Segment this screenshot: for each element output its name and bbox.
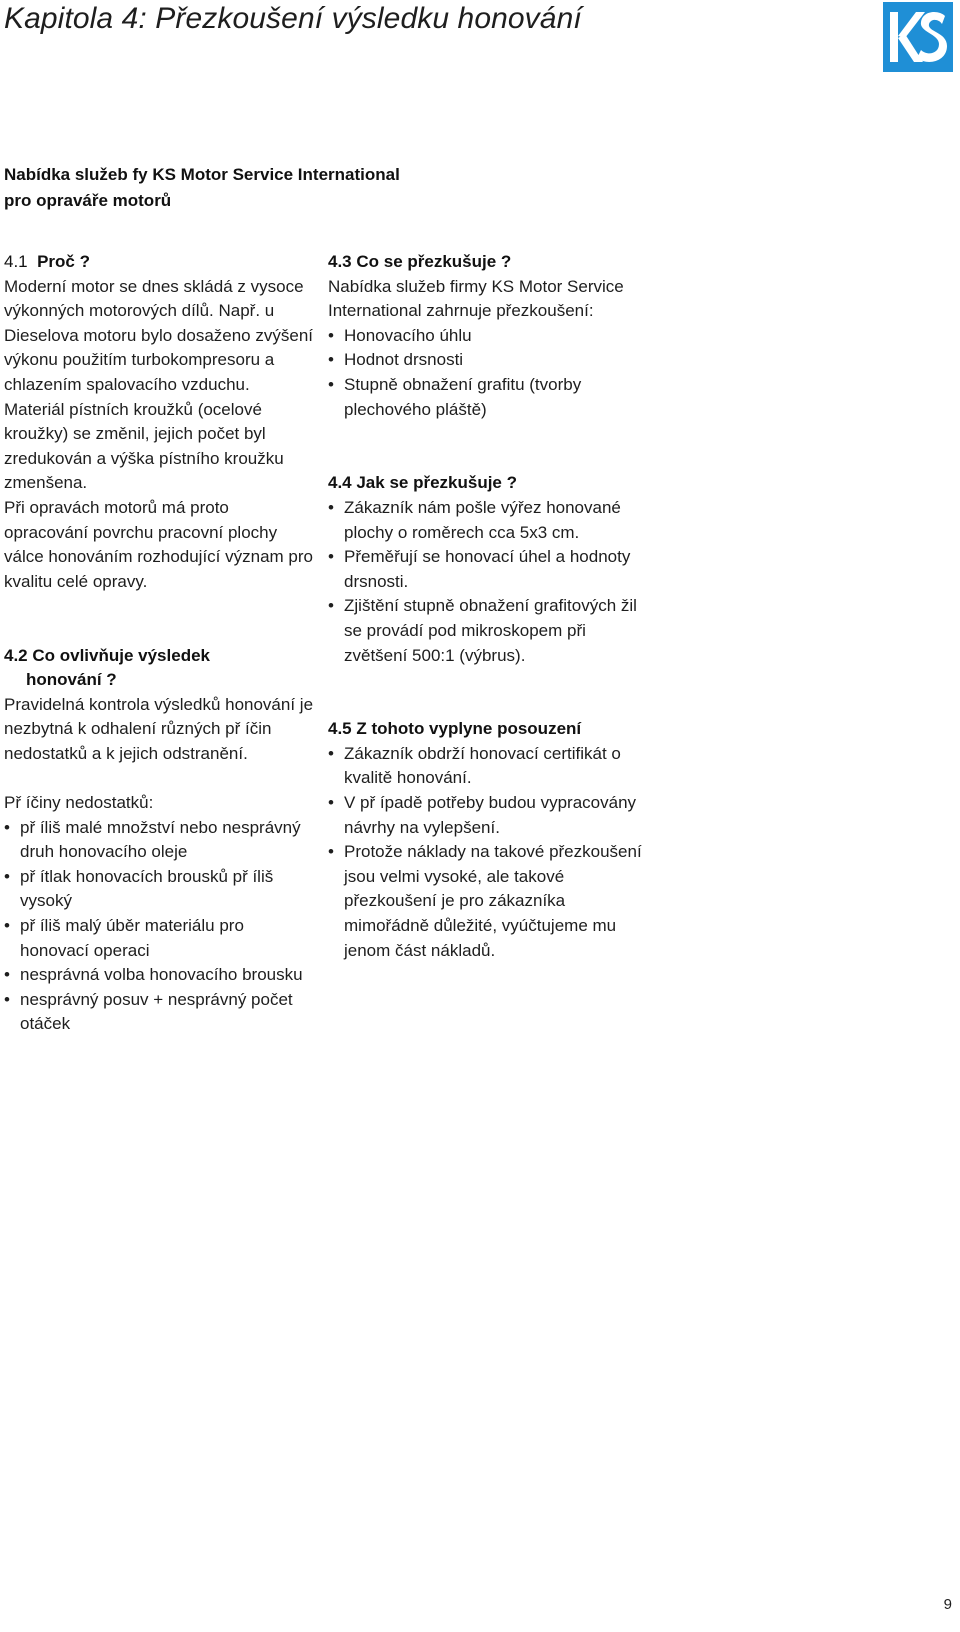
list-item: • Zákazník obdrží honovací certifikát o kvalitě honování. [328, 742, 648, 791]
section-4-2-heading-cont: honování ? [26, 670, 117, 690]
list-item: • nesprávná volba honovacího brousku [4, 963, 314, 988]
section-4-5-heading: 4.5 Z tohoto vyplyne posouzení [328, 719, 582, 739]
page-number: 9 [943, 1596, 952, 1613]
section-4-4-list [328, 496, 648, 668]
list-item: • V př ípadě potřeby budou vypracovány návrhy na vylepšení. [328, 791, 648, 840]
list-item: • nesprávný posuv + nesprávný počet otáček [4, 988, 314, 1037]
section-4-1-body-2: Při opravách motorů má proto opracování povrchu pracovní plochy válce honováním rozhodující význam pro kvalitu celé opravy. [4, 497, 313, 591]
causes-label: Př íčiny nedostatků: [4, 793, 154, 813]
section-4-3-body: Nabídka služeb firmy KS Motor Service International zahrnuje přezkoušení: [328, 276, 624, 321]
causes-list [4, 816, 314, 1037]
list-item: • př ítlak honovacích brousků př íliš vysoký [4, 865, 314, 914]
list-item: • Honovacího úhlu [328, 324, 648, 349]
list-item: • Protože náklady na takové přezkoušení jsou velmi vysoké, ale takové přezkoušení je pro zákazníka mimořádně důležité, vyúčtujeme mu jenom část nákladů. [328, 840, 648, 963]
section-4-2-body: Pravidelná kontrola výsledků honování je nezbytná k odhalení různých př íčin nedostatků a k jejich odstranění. [4, 694, 314, 763]
ks-logo-icon [883, 2, 953, 72]
section-4-3-heading: 4.3 Co se přezkušuje ? [328, 252, 512, 271]
page-title: Kapitola 4: Přezkoušení výsledku honování [4, 2, 582, 35]
list-item: • Zjištění stupně obnažení grafitových žil se provádí pod mikroskopem při zvětšení 500:1 (výbrus). [328, 594, 648, 668]
left-column [4, 250, 314, 1037]
right-column [328, 250, 648, 963]
list-item: • př íliš malé množství nebo nesprávný druh honovacího oleje [4, 816, 314, 865]
section-4-5-list [328, 742, 648, 963]
section-4-2-heading: 4.2 Co ovlivňuje výsledek [4, 645, 210, 665]
section-4-4-heading: 4.4 Jak se přezkušuje ? [328, 473, 517, 493]
list-item: • př íliš malý úběr materiálu pro honovací operaci [4, 914, 314, 963]
list-item: • Stupně obnažení grafitu (tvorby plechového pláště) [328, 373, 648, 422]
list-item: • Přeměřují se honovací úhel a hodnoty drsnosti. [328, 545, 648, 594]
section-4-3-list [328, 324, 648, 422]
subtitle: Nabídka služeb fy KS Motor Service International pro opraváře motorů [4, 165, 400, 210]
section-4-1-body: Moderní motor se dnes skládá z vysoce výkonných motorových dílů. Např. u Dieselova motoru bylo dosaženo zvýšení výkonu použitím turbokompresoru a chlazením spalovacího vzduchu. Materiál pístních kroužků (ocelové kroužky) se změnil, jejich počet byl zredukován a výška pístního kroužku zmenšena. [4, 276, 313, 493]
list-item: • Zákazník nám pošle výřez honované plochy o roměrech cca 5x3 cm. [328, 496, 648, 545]
section-4-1-heading: 4.1 Proč ? [4, 252, 90, 271]
list-item: • Hodnot drsnosti [328, 348, 648, 373]
